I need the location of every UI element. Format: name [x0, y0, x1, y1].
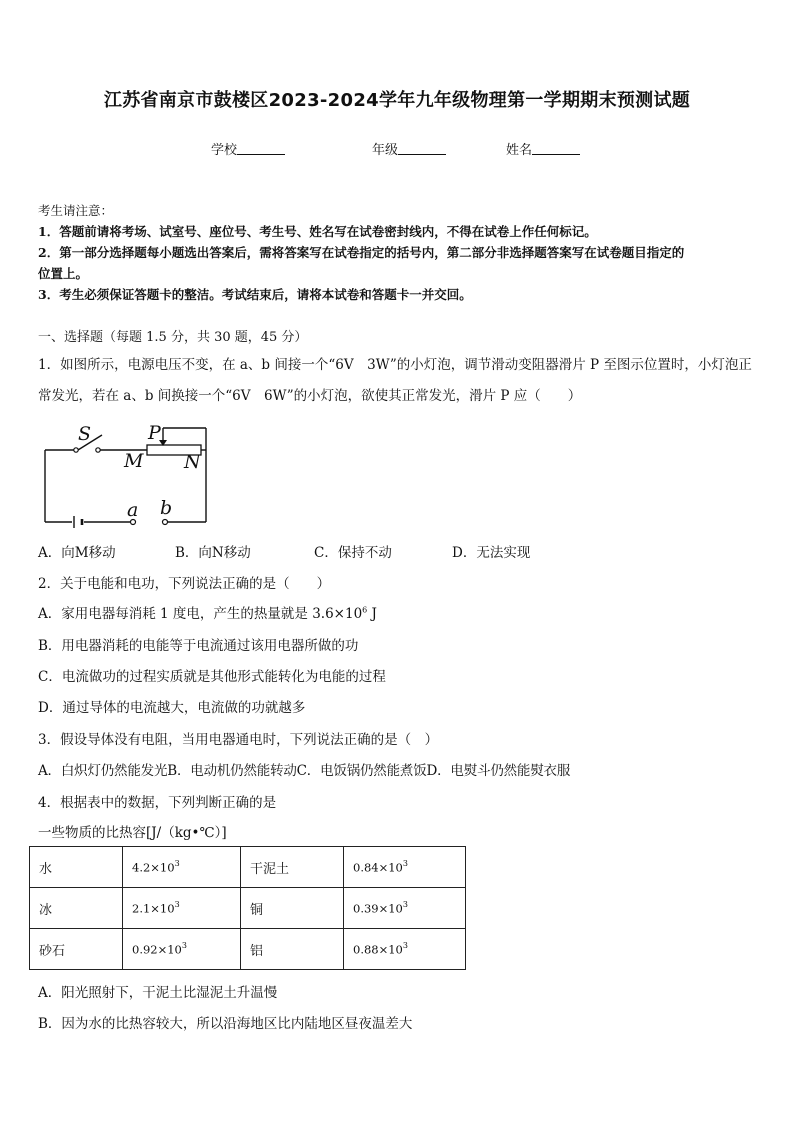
value-exponent: 3 — [174, 899, 180, 909]
name-field — [506, 139, 580, 158]
q2-option-d[interactable]: D．通过导体的电流越大，电流做的功就越多 — [38, 700, 306, 716]
circuit-diagram — [38, 420, 218, 532]
value-cell — [123, 929, 241, 970]
material-cell: 干泥土 — [241, 847, 344, 888]
q3-stem: 3．假设导体没有电阻，当用电器通电时，下列说法正确的是（ ） — [38, 732, 439, 748]
notice-item-1: 1．答题前请将考场、试室号、座位号、考生号、姓名写在试卷密封线内，不得在试卷上作任何标记。 — [38, 224, 597, 239]
material-cell: 水 — [30, 847, 123, 888]
value-cell — [344, 929, 466, 970]
name-blank[interactable] — [532, 142, 580, 155]
value-text: 0.92×10 — [132, 942, 182, 957]
value-exponent: 3 — [181, 940, 187, 950]
label-a: a — [127, 499, 139, 521]
label-n: N — [184, 451, 201, 473]
value-text: 2.1×10 — [132, 901, 175, 916]
label-s: S — [78, 423, 92, 445]
page-title: 江苏省南京市鼓楼区2023-2024学年九年级物理第一学期期末预测试题 — [103, 90, 691, 111]
value-exponent: 3 — [402, 899, 408, 909]
q2-option-a[interactable] — [38, 602, 377, 622]
label-b: b — [160, 497, 173, 519]
q1-option-d[interactable]: D．无法实现 — [452, 545, 531, 561]
q2-option-a-exponent: 6 — [362, 605, 368, 615]
notice-item-2: 2．第一部分选择题每小题选出答案后，需将答案写在试卷指定的括号内，第二部分非选择题答案写在试卷题目指定的 — [38, 245, 685, 260]
table-row — [30, 888, 466, 929]
value-text: 4.2×10 — [132, 860, 175, 875]
grade-label: 年级 — [372, 143, 399, 158]
q2-option-a-unit: J — [367, 606, 377, 622]
label-p: P — [148, 422, 161, 444]
grade-blank[interactable] — [398, 142, 446, 155]
material-cell: 铝 — [241, 929, 344, 970]
value-exponent: 3 — [174, 858, 180, 868]
notice-heading: 考生请注意： — [38, 203, 114, 218]
terminal-b — [163, 520, 168, 525]
table-caption: 一些物质的比热容[J/（kg•℃）] — [38, 825, 227, 841]
q1-option-c[interactable]: C．保持不动 — [314, 545, 392, 561]
school-field — [211, 139, 285, 158]
q1-option-b[interactable]: B．向N移动 — [175, 545, 251, 561]
q1-stem-line1: 1．如图所示，电源电压不变，在 a、b 间接一个“6V 3W”的小灯泡，调节滑动变阻器滑片 P 至图示位置时，小灯泡正 — [38, 357, 752, 373]
q2-option-c[interactable]: C．电流做功的过程实质就是其他形式能转化为电能的过程 — [38, 669, 386, 685]
school-label: 学校 — [211, 143, 238, 158]
q4-option-b[interactable]: B．因为水的比热容较大，所以沿海地区比内陆地区昼夜温差大 — [38, 1016, 413, 1032]
value-exponent: 3 — [402, 940, 408, 950]
table-row — [30, 929, 466, 970]
value-text: 0.39×10 — [353, 901, 403, 916]
q4-option-a[interactable]: A．阳光照射下，干泥土比湿泥土升温慢 — [38, 985, 278, 1001]
q2-stem: 2．关于电能和电功，下列说法正确的是（ ） — [38, 576, 331, 592]
label-m: M — [124, 450, 144, 472]
value-cell — [123, 888, 241, 929]
material-cell: 砂石 — [30, 929, 123, 970]
table-row — [30, 847, 466, 888]
value-text: 0.84×10 — [353, 860, 403, 875]
q4-stem: 4．根据表中的数据，下列判断正确的是 — [38, 795, 277, 811]
specific-heat-table — [29, 846, 466, 970]
value-cell — [344, 888, 466, 929]
notice-item-2-cont: 位置上。 — [38, 266, 89, 281]
q2-option-a-text: A．家用电器每消耗 1 度电，产生的热量就是 3.6×10 — [38, 606, 363, 622]
material-cell: 铜 — [241, 888, 344, 929]
grade-field — [372, 139, 446, 158]
value-text: 0.88×10 — [353, 942, 403, 957]
value-exponent: 3 — [402, 858, 408, 868]
value-cell — [123, 847, 241, 888]
q1-option-a[interactable]: A．向M移动 — [38, 545, 116, 561]
name-label: 姓名 — [506, 143, 533, 158]
section-heading: 一、选择题（每题 1.5 分，共 30 题，45 分） — [38, 330, 308, 345]
school-blank[interactable] — [237, 142, 285, 155]
material-cell: 冰 — [30, 888, 123, 929]
q1-stem-line2: 常发光，若在 a、b 间换接一个“6V 6W”的小灯泡，欲使其正常发光，滑片 P 应（ ） — [38, 388, 582, 404]
q2-option-b[interactable]: B．用电器消耗的电能等于电流通过该用电器所做的功 — [38, 638, 359, 654]
value-cell — [344, 847, 466, 888]
notice-item-3: 3．考生必须保证答题卡的整洁。考试结束后，请将本试卷和答题卡一并交回。 — [38, 287, 472, 302]
q3-options[interactable]: A．白炽灯仍然能发光B．电动机仍然能转动C．电饭锅仍然能煮饭D．电熨斗仍然能熨衣服 — [38, 763, 571, 779]
